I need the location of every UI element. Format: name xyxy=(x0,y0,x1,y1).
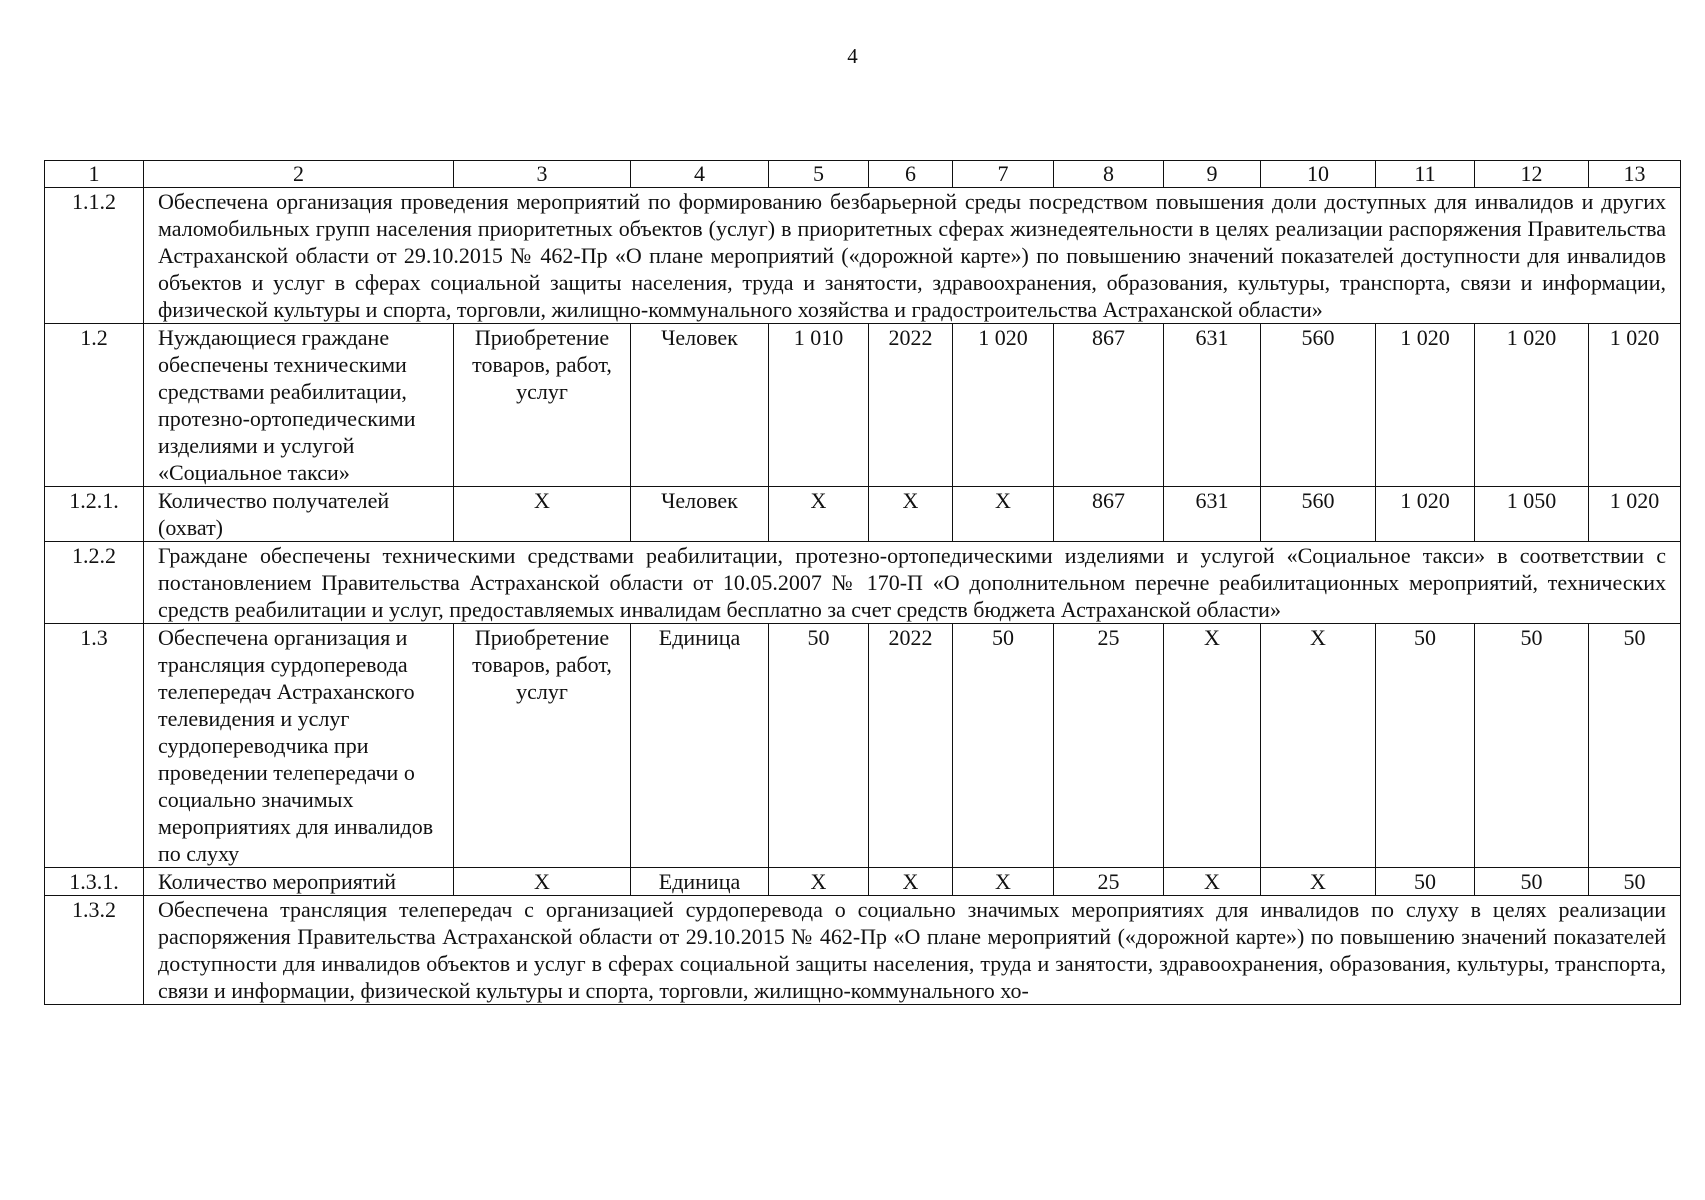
column-number-cell: 13 xyxy=(1589,161,1681,188)
column-number-cell: 7 xyxy=(953,161,1054,188)
value-cell: X xyxy=(769,487,869,542)
column-number-header-row xyxy=(45,161,1681,188)
value-cell: 631 xyxy=(1164,324,1261,487)
funding-type: Приобретение товаров, работ, услуг xyxy=(454,324,631,487)
value-cell: 560 xyxy=(1261,324,1376,487)
indicators-table-wrap xyxy=(44,160,1680,1005)
value-cell: 1 020 xyxy=(1589,487,1681,542)
value-cell: 1 020 xyxy=(1475,324,1589,487)
table-row-span xyxy=(45,188,1681,324)
value-cell: X xyxy=(769,868,869,896)
value-cell: 631 xyxy=(1164,487,1261,542)
value-cell: 560 xyxy=(1261,487,1376,542)
row-description: Граждане обеспечены техническими средствами реабилитации, протезно-ортопедическими изделиями и услугой «Социальное такси» в соответствии с постановлением Правительства Астраханской области от 10.05.2007 № 170-П «О дополнительном перечне реабилитационных мероприятий, технических средств реабилитации и услуг, предоставляемых инвалидам бесплатно за счет средств бюджета Астраханской области» xyxy=(144,542,1681,624)
row-description: Обеспечена трансляция телепередач с организацией сурдоперевода о социально значимых мероприятиях для инвалидов по слуху в целях реализации распоряжения Правительства Астраханской области от 29.10.2015 № 462-Пр «О плане мероприятий («дорожной карте») по повышению значений показателей доступности для инвалидов объектов и услуг в сферах социальной защиты населения, труда и занятости, здравоохранения, образования, культуры, транспорта, связи и информации, физической культуры и спорта, торговли, жилищно-коммунального хо- xyxy=(144,896,1681,1005)
table-row xyxy=(45,624,1681,868)
value-cell: 1 020 xyxy=(1376,487,1475,542)
table-row xyxy=(45,324,1681,487)
column-number-cell: 1 xyxy=(45,161,144,188)
column-number-cell: 5 xyxy=(769,161,869,188)
value-cell: 1 020 xyxy=(1589,324,1681,487)
value-cell: 50 xyxy=(1376,624,1475,868)
value-cell: X xyxy=(1261,868,1376,896)
value-cell: 1 020 xyxy=(953,324,1054,487)
value-cell: X xyxy=(953,868,1054,896)
indicator-name: Количество получателей (охват) xyxy=(144,487,454,542)
row-description: Обеспечена организация проведения мероприятий по формированию безбарьерной среды посредством повышения доли доступных для инвалидов и других маломобильных групп населения приоритетных объектов (услуг) в приоритетных сферах жизнедеятельности в целях реализации распоряжения Правительства Астраханской области от 29.10.2015 № 462-Пр «О плане мероприятий («дорожной карте») по повышению значений показателей доступности для инвалидов объектов и услуг в сферах социальной защиты населения, труда и занятости, здравоохранения, образования, культуры, транспорта, связи и информации, физической культуры и спорта, торговли, жилищно-коммунального хозяйства и градостроительства Астраханской области» xyxy=(144,188,1681,324)
page-number: 4 xyxy=(847,44,858,68)
indicators-table xyxy=(44,160,1681,1005)
row-number: 1.3.1. xyxy=(45,868,144,896)
indicator-name: Обеспечена организация и трансляция сурдоперевода телепередач Астраханского телевидения и услуг сурдопереводчика при проведении телепередачи о социально значимых мероприятиях для инвалидов по слуху xyxy=(144,624,454,868)
table-row xyxy=(45,868,1681,896)
row-number: 1.3.2 xyxy=(45,896,144,1005)
value-cell: X xyxy=(869,487,953,542)
funding-type: X xyxy=(454,868,631,896)
value-cell: 50 xyxy=(1475,624,1589,868)
value-cell: 867 xyxy=(1054,487,1164,542)
row-number: 1.3 xyxy=(45,624,144,868)
row-number: 1.2 xyxy=(45,324,144,487)
table-row-span xyxy=(45,542,1681,624)
unit-of-measure: Человек xyxy=(631,324,769,487)
value-cell: X xyxy=(1164,868,1261,896)
value-cell: 1 010 xyxy=(769,324,869,487)
unit-of-measure: Человек xyxy=(631,487,769,542)
indicator-name: Нуждающиеся граждане обеспечены техническими средствами реабилитации, протезно-ортопедическими изделиями и услугой «Социальное такси» xyxy=(144,324,454,487)
value-cell: 50 xyxy=(1589,868,1681,896)
column-number-cell: 12 xyxy=(1475,161,1589,188)
value-cell: 25 xyxy=(1054,624,1164,868)
row-number: 1.2.2 xyxy=(45,542,144,624)
column-number-cell: 10 xyxy=(1261,161,1376,188)
value-cell: X xyxy=(1164,624,1261,868)
value-cell: 867 xyxy=(1054,324,1164,487)
funding-type: X xyxy=(454,487,631,542)
column-number-cell: 3 xyxy=(454,161,631,188)
value-cell: 50 xyxy=(1376,868,1475,896)
value-cell: 1 020 xyxy=(1376,324,1475,487)
indicator-name: Количество мероприятий xyxy=(144,868,454,896)
funding-type: Приобретение товаров, работ, услуг xyxy=(454,624,631,868)
value-cell: 2022 xyxy=(869,624,953,868)
value-cell: 50 xyxy=(953,624,1054,868)
column-number-cell: 8 xyxy=(1054,161,1164,188)
row-number: 1.1.2 xyxy=(45,188,144,324)
unit-of-measure: Единица xyxy=(631,868,769,896)
value-cell: 25 xyxy=(1054,868,1164,896)
table-row xyxy=(45,487,1681,542)
row-number: 1.2.1. xyxy=(45,487,144,542)
value-cell: X xyxy=(1261,624,1376,868)
value-cell: X xyxy=(953,487,1054,542)
column-number-cell: 11 xyxy=(1376,161,1475,188)
table-row-span xyxy=(45,896,1681,1005)
value-cell: 2022 xyxy=(869,324,953,487)
value-cell: X xyxy=(869,868,953,896)
column-number-cell: 6 xyxy=(869,161,953,188)
value-cell: 1 050 xyxy=(1475,487,1589,542)
column-number-cell: 9 xyxy=(1164,161,1261,188)
column-number-cell: 4 xyxy=(631,161,769,188)
unit-of-measure: Единица xyxy=(631,624,769,868)
value-cell: 50 xyxy=(769,624,869,868)
value-cell: 50 xyxy=(1475,868,1589,896)
value-cell: 50 xyxy=(1589,624,1681,868)
column-number-cell: 2 xyxy=(144,161,454,188)
